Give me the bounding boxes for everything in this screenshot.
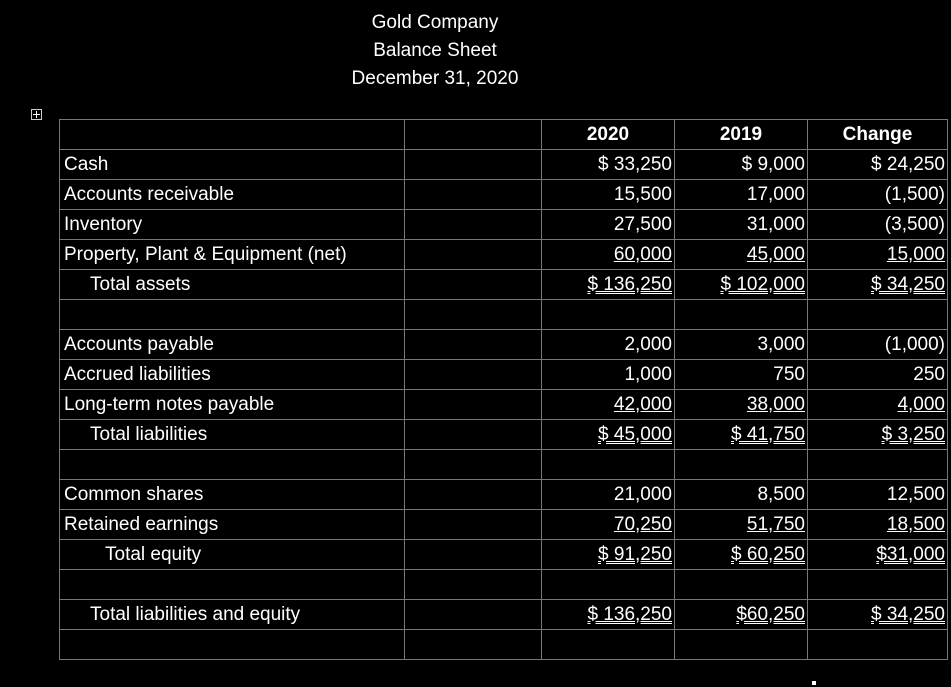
table-row bbox=[60, 180, 948, 210]
table-cell[interactable] bbox=[405, 240, 542, 270]
table-cell[interactable] bbox=[60, 570, 405, 600]
table-cell[interactable] bbox=[60, 450, 405, 480]
value-2020[interactable]: $ 136,250 bbox=[542, 270, 675, 300]
value-2019[interactable]: $ 60,250 bbox=[675, 540, 808, 570]
value-2020[interactable]: $ 45,000 bbox=[542, 420, 675, 450]
empty-row bbox=[60, 570, 948, 600]
value-2019[interactable]: 45,000 bbox=[675, 240, 808, 270]
table-row bbox=[60, 330, 948, 360]
company-name: Gold Company bbox=[371, 12, 499, 33]
column-header-2020[interactable]: 2020 bbox=[542, 120, 675, 150]
total-row bbox=[60, 540, 948, 570]
value-change[interactable]: $ 34,250 bbox=[808, 270, 948, 300]
value-2019[interactable]: 17,000 bbox=[675, 180, 808, 210]
value-2019[interactable]: 750 bbox=[675, 360, 808, 390]
table-cell[interactable] bbox=[808, 570, 948, 600]
value-change[interactable]: (1,500) bbox=[808, 180, 948, 210]
row-label[interactable]: Accounts receivable bbox=[60, 180, 405, 210]
total-row bbox=[60, 270, 948, 300]
row-label[interactable]: Inventory bbox=[60, 210, 405, 240]
header-row bbox=[60, 120, 948, 150]
value-change[interactable]: $31,000 bbox=[808, 540, 948, 570]
table-row bbox=[60, 240, 948, 270]
value-2019[interactable]: $60,250 bbox=[675, 600, 808, 630]
value-change[interactable]: 250 bbox=[808, 360, 948, 390]
value-2020[interactable]: 27,500 bbox=[542, 210, 675, 240]
value-2019[interactable]: 3,000 bbox=[675, 330, 808, 360]
table-cell[interactable] bbox=[405, 480, 542, 510]
table-cell[interactable] bbox=[405, 360, 542, 390]
empty-row bbox=[60, 630, 948, 660]
table-cell[interactable] bbox=[405, 420, 542, 450]
value-change[interactable]: $ 24,250 bbox=[808, 150, 948, 180]
table-cell[interactable] bbox=[675, 630, 808, 660]
statement-title: Balance Sheet bbox=[373, 40, 497, 61]
table-cell[interactable] bbox=[808, 300, 948, 330]
table-cell[interactable] bbox=[405, 390, 542, 420]
table-cell[interactable] bbox=[60, 300, 405, 330]
table-cell[interactable] bbox=[675, 450, 808, 480]
value-2020[interactable]: 42,000 bbox=[542, 390, 675, 420]
row-label[interactable]: Accounts payable bbox=[60, 330, 405, 360]
table-cell[interactable] bbox=[405, 570, 542, 600]
value-2019[interactable]: 51,750 bbox=[675, 510, 808, 540]
table-cell[interactable] bbox=[542, 570, 675, 600]
table-cell[interactable] bbox=[542, 450, 675, 480]
row-label[interactable]: Long-term notes payable bbox=[60, 390, 405, 420]
value-change[interactable]: 4,000 bbox=[808, 390, 948, 420]
table-cell[interactable] bbox=[405, 450, 542, 480]
value-change[interactable]: 12,500 bbox=[808, 480, 948, 510]
row-label[interactable]: Common shares bbox=[60, 480, 405, 510]
value-change[interactable]: $ 3,250 bbox=[808, 420, 948, 450]
value-2020[interactable]: 70,250 bbox=[542, 510, 675, 540]
column-header-change[interactable]: Change bbox=[808, 120, 948, 150]
table-cell[interactable] bbox=[405, 630, 542, 660]
row-label[interactable]: Total liabilities and equity bbox=[60, 600, 405, 630]
value-2020[interactable]: 15,500 bbox=[542, 180, 675, 210]
table-cell[interactable] bbox=[60, 120, 405, 150]
value-2020[interactable]: 1,000 bbox=[542, 360, 675, 390]
row-label[interactable]: Cash bbox=[60, 150, 405, 180]
table-row bbox=[60, 150, 948, 180]
row-label[interactable]: Total assets bbox=[60, 270, 405, 300]
table-resize-handle[interactable] bbox=[812, 681, 816, 685]
grand-total-row bbox=[60, 600, 948, 630]
empty-row bbox=[60, 300, 948, 330]
table-row bbox=[60, 210, 948, 240]
table-cell[interactable] bbox=[60, 630, 405, 660]
table-row bbox=[60, 390, 948, 420]
value-2020[interactable]: 60,000 bbox=[542, 240, 675, 270]
statement-date: December 31, 2020 bbox=[351, 68, 519, 89]
value-2019[interactable]: 38,000 bbox=[675, 390, 808, 420]
value-2020[interactable]: 2,000 bbox=[542, 330, 675, 360]
value-change[interactable]: 18,500 bbox=[808, 510, 948, 540]
value-change[interactable]: 15,000 bbox=[808, 240, 948, 270]
value-2019[interactable]: $ 41,750 bbox=[675, 420, 808, 450]
value-change[interactable]: (1,000) bbox=[808, 330, 948, 360]
value-change[interactable]: $ 34,250 bbox=[808, 600, 948, 630]
value-2020[interactable]: $ 91,250 bbox=[542, 540, 675, 570]
table-cell[interactable] bbox=[405, 150, 542, 180]
table-cell[interactable] bbox=[405, 120, 542, 150]
table-row bbox=[60, 360, 948, 390]
column-header-2019[interactable]: 2019 bbox=[675, 120, 808, 150]
total-row bbox=[60, 420, 948, 450]
table-cell[interactable] bbox=[405, 300, 542, 330]
table-cell[interactable] bbox=[405, 600, 542, 630]
table-cell[interactable] bbox=[405, 510, 542, 540]
table-cell[interactable] bbox=[405, 270, 542, 300]
value-2019[interactable]: 31,000 bbox=[675, 210, 808, 240]
row-label[interactable]: Property, Plant & Equipment (net) bbox=[60, 240, 405, 270]
table-cell[interactable] bbox=[675, 300, 808, 330]
table-cell[interactable] bbox=[405, 330, 542, 360]
table-cell[interactable] bbox=[808, 630, 948, 660]
value-2019[interactable]: $ 9,000 bbox=[675, 150, 808, 180]
value-2020[interactable]: 21,000 bbox=[542, 480, 675, 510]
value-2019[interactable]: $ 102,000 bbox=[675, 270, 808, 300]
table-cell[interactable] bbox=[405, 210, 542, 240]
table-cell[interactable] bbox=[542, 300, 675, 330]
row-label[interactable]: Accrued liabilities bbox=[60, 360, 405, 390]
table-row bbox=[60, 510, 948, 540]
table-cell[interactable] bbox=[808, 450, 948, 480]
row-label[interactable]: Total equity bbox=[60, 540, 405, 570]
empty-row bbox=[60, 450, 948, 480]
table-cell[interactable] bbox=[542, 630, 675, 660]
table-cell[interactable] bbox=[405, 180, 542, 210]
value-2019[interactable]: 8,500 bbox=[675, 480, 808, 510]
balance-sheet-table bbox=[59, 119, 948, 660]
table-cell[interactable] bbox=[405, 540, 542, 570]
table-row bbox=[60, 480, 948, 510]
row-label[interactable]: Total liabilities bbox=[60, 420, 405, 450]
value-change[interactable]: (3,500) bbox=[808, 210, 948, 240]
value-2020[interactable]: $ 136,250 bbox=[542, 600, 675, 630]
table-cell[interactable] bbox=[675, 570, 808, 600]
value-2020[interactable]: $ 33,250 bbox=[542, 150, 675, 180]
table-move-handle-icon[interactable] bbox=[31, 109, 42, 120]
row-label[interactable]: Retained earnings bbox=[60, 510, 405, 540]
